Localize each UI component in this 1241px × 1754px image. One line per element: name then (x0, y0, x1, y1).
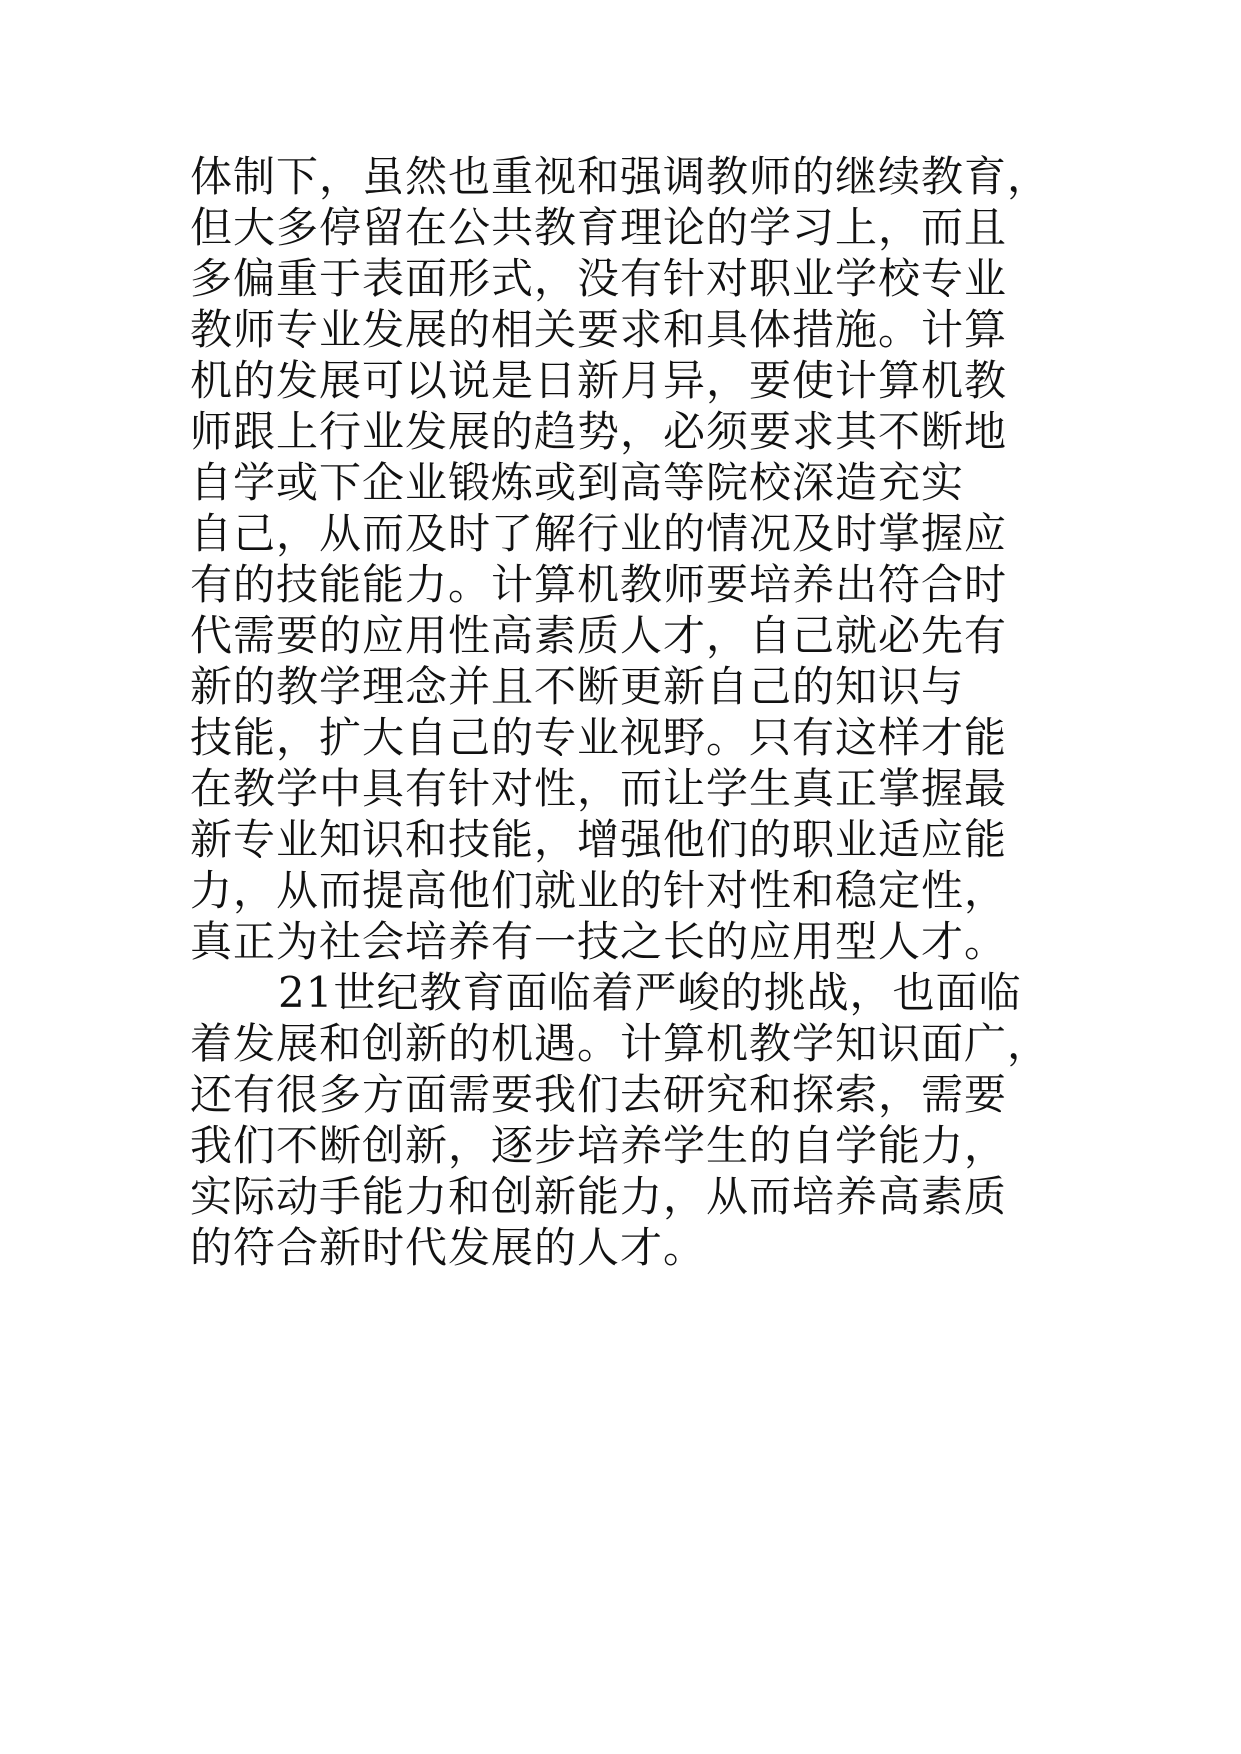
text-line: 还有很多方面需要我们去研究和探索，需要 (190, 1070, 1008, 1119)
text-line: 我们不断创新，逐步培养学生的自学能力， (190, 1121, 1008, 1170)
text-line: 代需要的应用性高素质人才，自己就必先有 (190, 611, 1008, 660)
text-line: 自己，从而及时了解行业的情况及时掌握应 (190, 509, 1008, 558)
text-line: 在教学中具有针对性，而让学生真正掌握最 (190, 764, 1008, 813)
text-line: 自学或下企业锻炼或到高等院校深造充实 (190, 458, 965, 507)
text-line: 多偏重于表面形式，没有针对职业学校专业 (190, 254, 1008, 303)
text-line: 真正为社会培养有一技之长的应用型人才。 (190, 917, 1008, 966)
text-line: 有的技能能力。计算机教师要培养出符合时 (190, 560, 1008, 609)
text-line: 体制下，虽然也重视和强调教师的继续教育， (190, 152, 1051, 201)
text-line: 着发展和创新的机遇。计算机教学知识面广， (190, 1019, 1051, 1068)
text-line: 新专业知识和技能，增强他们的职业适应能 (190, 815, 1008, 864)
text-line: 的符合新时代发展的人才。 (190, 1223, 707, 1272)
text-line: 机的发展可以说是日新月异，要使计算机教 (190, 356, 1008, 405)
text-line: 实际动手能力和创新能力，从而培养高素质 (190, 1172, 1008, 1221)
text-line: 教师专业发展的相关要求和具体措施。计算 (190, 305, 1008, 354)
paragraph-start-line: 21世纪教育面临着严峻的挑战，也面临 (278, 968, 1022, 1017)
text-line: 技能，扩大自己的专业视野。只有这样才能 (190, 713, 1008, 762)
text-line: 新的教学理念并且不断更新自己的知识与 (190, 662, 965, 711)
text-line: 师跟上行业发展的趋势，必须要求其不断地 (190, 407, 1008, 456)
text-line: 力，从而提高他们就业的针对性和稳定性， (190, 866, 1008, 915)
text-line: 但大多停留在公共教育理论的学习上，而且 (190, 203, 1008, 252)
body-text (190, 151, 1070, 1273)
